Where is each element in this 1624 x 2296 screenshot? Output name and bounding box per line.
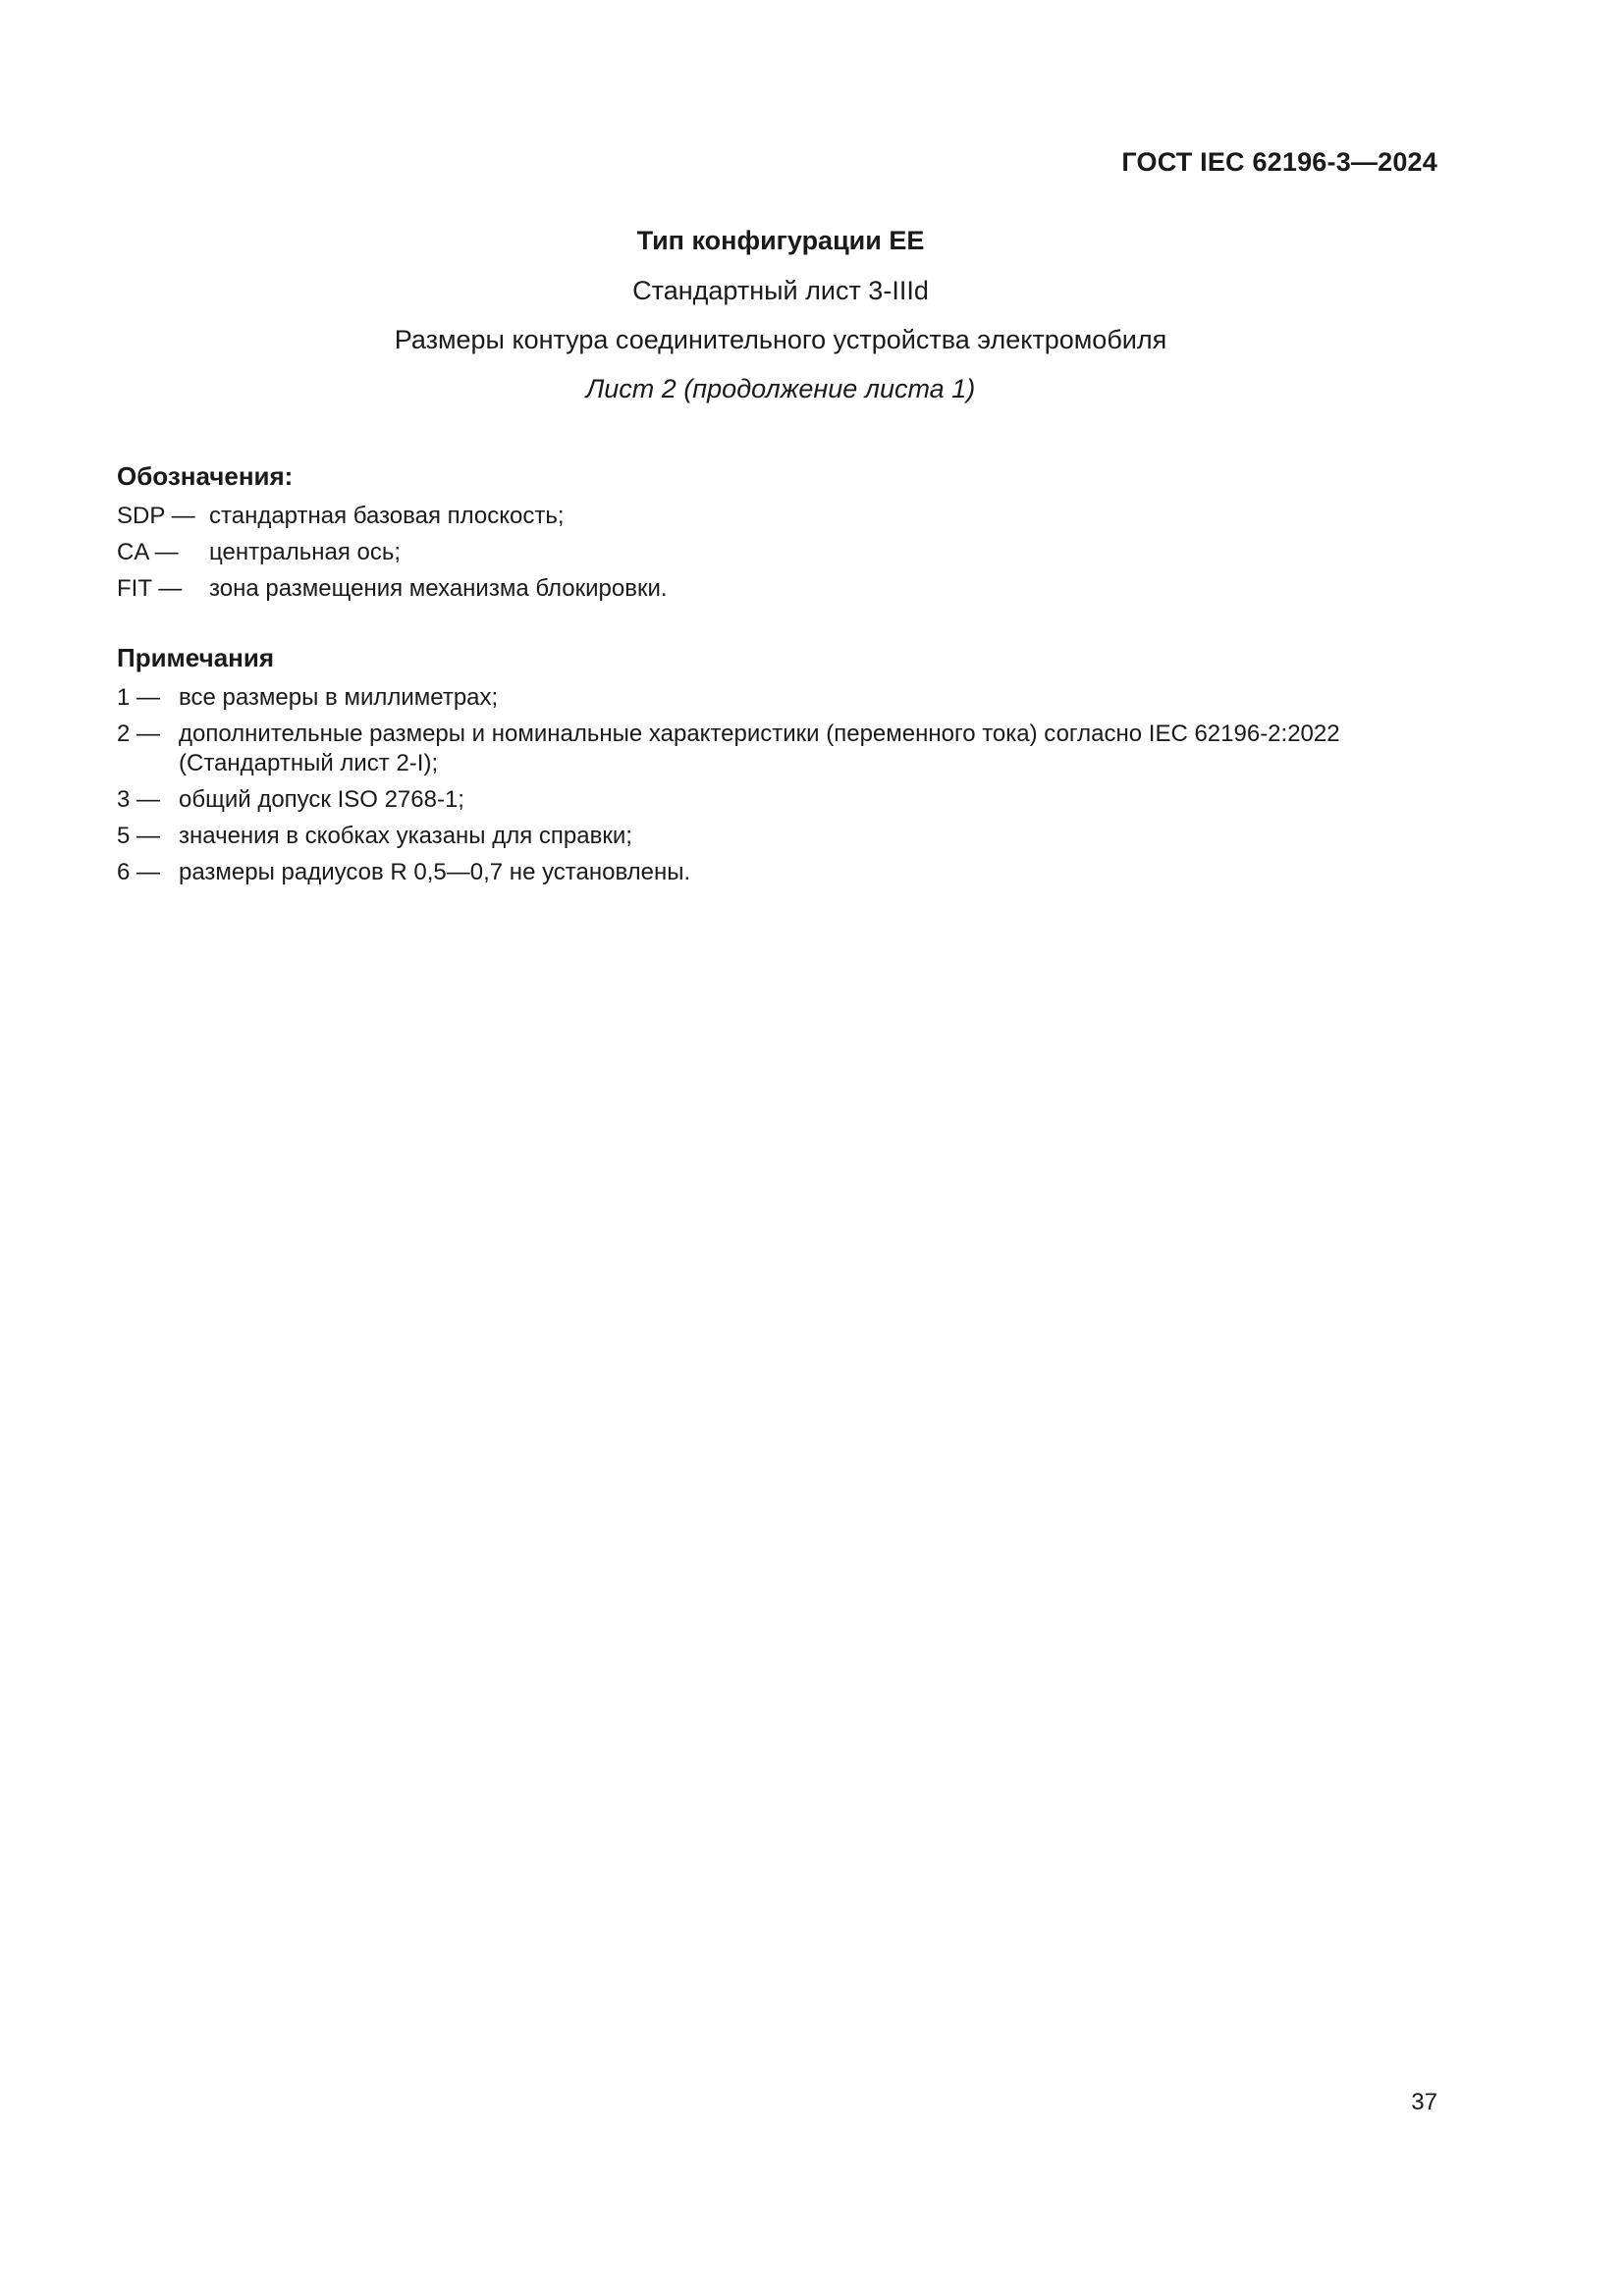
legend-title: Обозначения: bbox=[117, 461, 294, 491]
note-item bbox=[117, 822, 1442, 851]
standard-sheet-label: Стандартный лист 3-IIId bbox=[632, 276, 929, 305]
legend-abbreviation: FIT — bbox=[117, 575, 183, 602]
notes-title: Примечания bbox=[117, 643, 275, 672]
legend-item bbox=[117, 538, 1442, 567]
sheet-description: Размеры контура соединительного устройства электромобиля bbox=[394, 325, 1167, 354]
configuration-title: Тип конфигурации ЕЕ bbox=[636, 226, 925, 255]
legend-item bbox=[117, 574, 1442, 604]
note-text: размеры радиусов R 0,5—0,7 не установлены. bbox=[179, 859, 691, 885]
note-item bbox=[117, 858, 1442, 887]
legend-abbreviation: SDP — bbox=[117, 503, 195, 529]
note-text: все размеры в миллиметрах; bbox=[179, 684, 499, 711]
note-number: 1 — bbox=[117, 684, 161, 711]
legend-item bbox=[117, 502, 1442, 531]
note-text: значения в скобках указаны для справки; bbox=[179, 823, 632, 849]
note-item bbox=[117, 683, 1442, 713]
note-number: 3 — bbox=[117, 786, 161, 813]
note-text: дополнительные размеры и номинальные характеристики (переменного тока) согласно IEC 62196-2:2022 (Стандартный лист 2-I); bbox=[179, 721, 1340, 776]
legend-definition: зона размещения механизма блокировки. bbox=[209, 575, 668, 602]
sheet-continuation: Лист 2 (продолжение листа 1) bbox=[585, 374, 976, 403]
page-number: 37 bbox=[1411, 2089, 1437, 2115]
note-number: 5 — bbox=[117, 823, 161, 849]
note-number: 2 — bbox=[117, 721, 161, 747]
legend-section bbox=[117, 461, 1442, 611]
legend-abbreviation: CA — bbox=[117, 539, 179, 565]
legend-definition: стандартная базовая плоскость; bbox=[209, 503, 565, 529]
notes-section bbox=[117, 643, 1442, 894]
note-item bbox=[117, 785, 1442, 815]
note-item bbox=[117, 720, 1442, 778]
legend-definition: центральная ось; bbox=[209, 539, 402, 565]
note-number: 6 — bbox=[117, 859, 161, 885]
note-text: общий допуск ISO 2768-1; bbox=[179, 786, 464, 813]
document-code: ГОСТ IEC 62196-3—2024 bbox=[1121, 147, 1437, 177]
